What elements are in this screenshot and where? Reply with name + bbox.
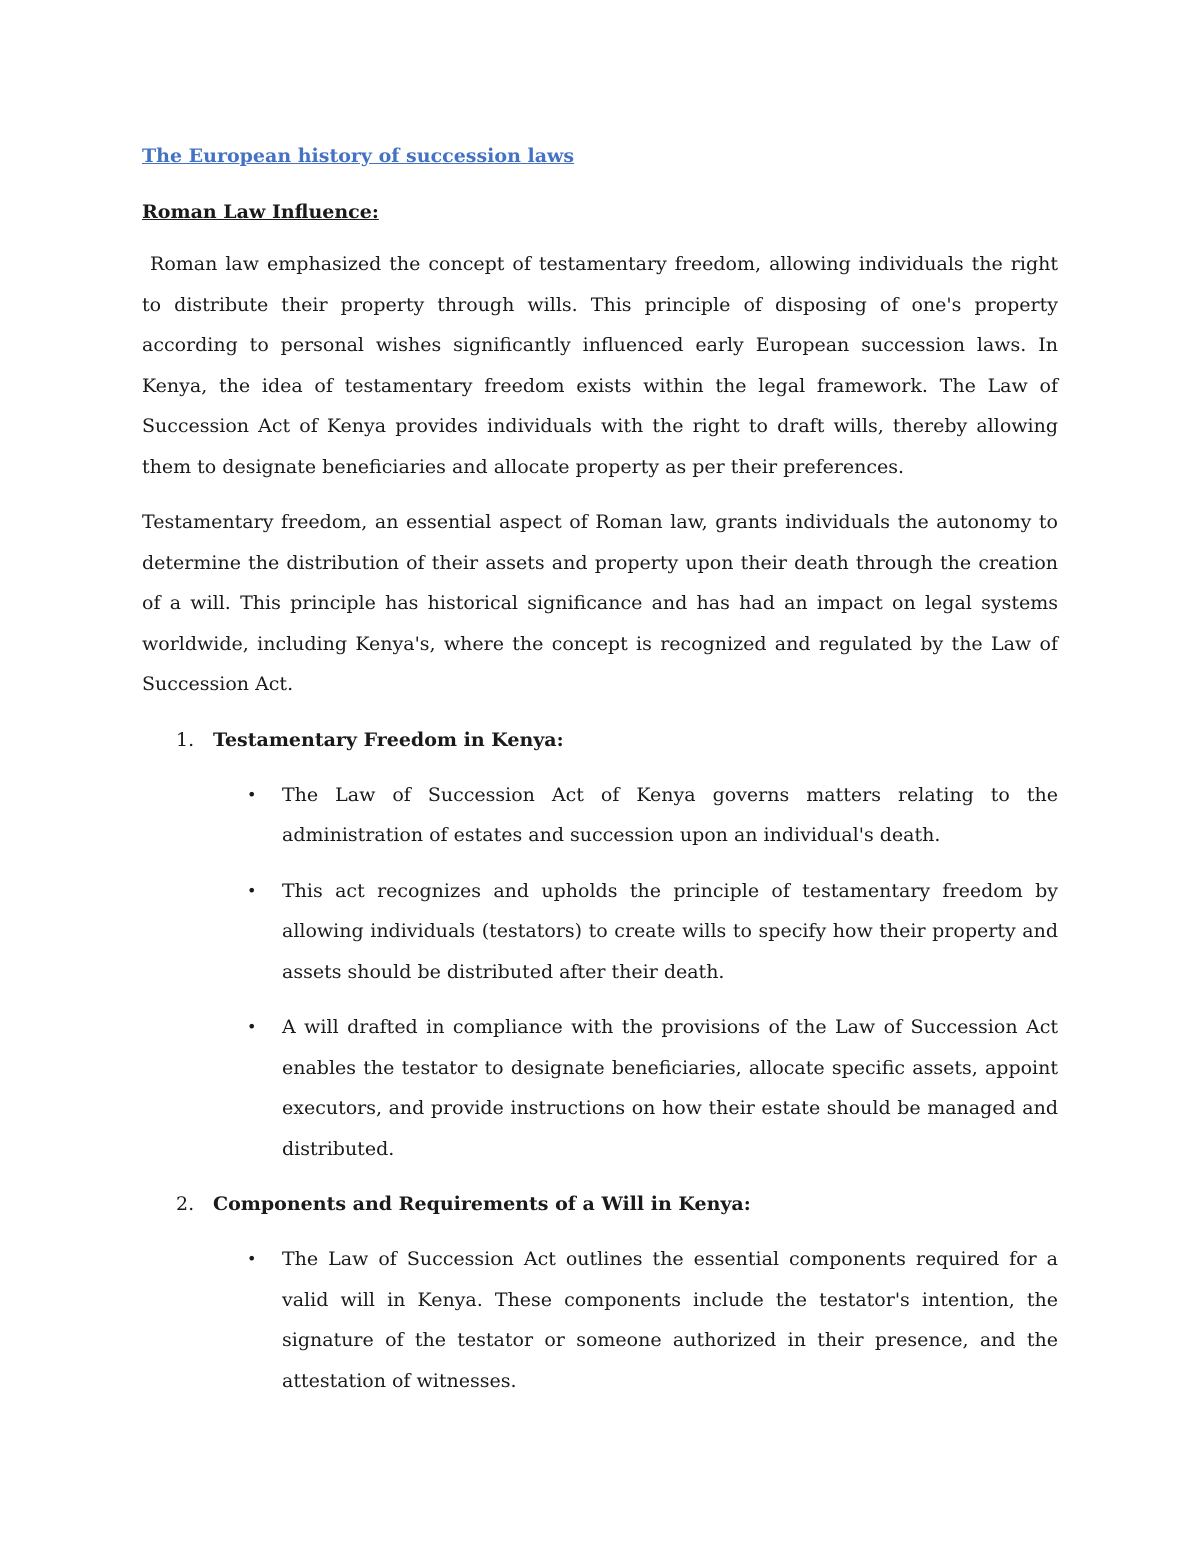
bullet-text: This act recognizes and upholds the principle of testamentary freedom by allowing individuals (testators) to create wills to specify how their property and assets should be distributed after their death.	[282, 879, 1058, 983]
item-heading: Testamentary Freedom in Kenya:	[213, 728, 564, 751]
item-number: 2.	[176, 1193, 195, 1215]
bullet-icon: •	[247, 784, 257, 804]
numbered-item-1	[142, 720, 1058, 760]
paragraph-testamentary-freedom: Testamentary freedom, an essential aspect of Roman law, grants individuals the autonomy to determine the distribution of their assets and property upon their death through the creation of a will. This principle has historical significance and has had an impact on legal systems worldwide, including Kenya's, where the concept is recognized and regulated by the Law of Succession Act.	[142, 511, 1058, 695]
bullet-icon: •	[247, 1017, 257, 1036]
list-item	[142, 775, 1058, 856]
bullet-text: The Law of Succession Act of Kenya governs matters relating to the administration of estates and succession upon an individual's death.	[282, 783, 1058, 846]
list-item	[142, 871, 1058, 993]
section-heading: Roman Law Influence:	[142, 201, 379, 223]
document-title: The European history of succession laws	[142, 145, 575, 167]
document-page	[142, 138, 1065, 1401]
item-heading: Components and Requirements of a Will in Kenya:	[213, 1193, 751, 1215]
bullet-text: A will drafted in compliance with the provisions of the Law of Succession Act enables the testator to designate beneficiaries, allocate specific assets, appoint executors, and provide instructions on how their estate should be managed and distributed.	[282, 1016, 1058, 1160]
bullet-icon: •	[247, 1249, 257, 1268]
bullet-icon: •	[247, 880, 257, 900]
bullet-text: The Law of Succession Act outlines the essential components required for a valid will in Kenya. These components include the testator's intention, the signature of the testator or someone authorized in their presence, and the attestation of witnesses.	[282, 1248, 1058, 1392]
list-item	[142, 1007, 1058, 1169]
item-number: 1.	[176, 728, 195, 751]
list-item	[142, 1239, 1058, 1401]
numbered-item-2	[142, 1184, 1058, 1224]
bullet-list-1	[142, 775, 1058, 1170]
paragraph-roman-law: Roman law emphasized the concept of testamentary freedom, allowing individuals the right to distribute their property through wills. This principle of disposing of one's property according to personal wishes significantly influenced early European succession laws. In Kenya, the idea of testamentary freedom exists within the legal framework. The Law of Succession Act of Kenya provides individuals with the right to draft wills, thereby allowing them to designate beneficiaries and allocate property as per their preferences.	[142, 253, 1065, 478]
bullet-list-2	[142, 1239, 1058, 1401]
